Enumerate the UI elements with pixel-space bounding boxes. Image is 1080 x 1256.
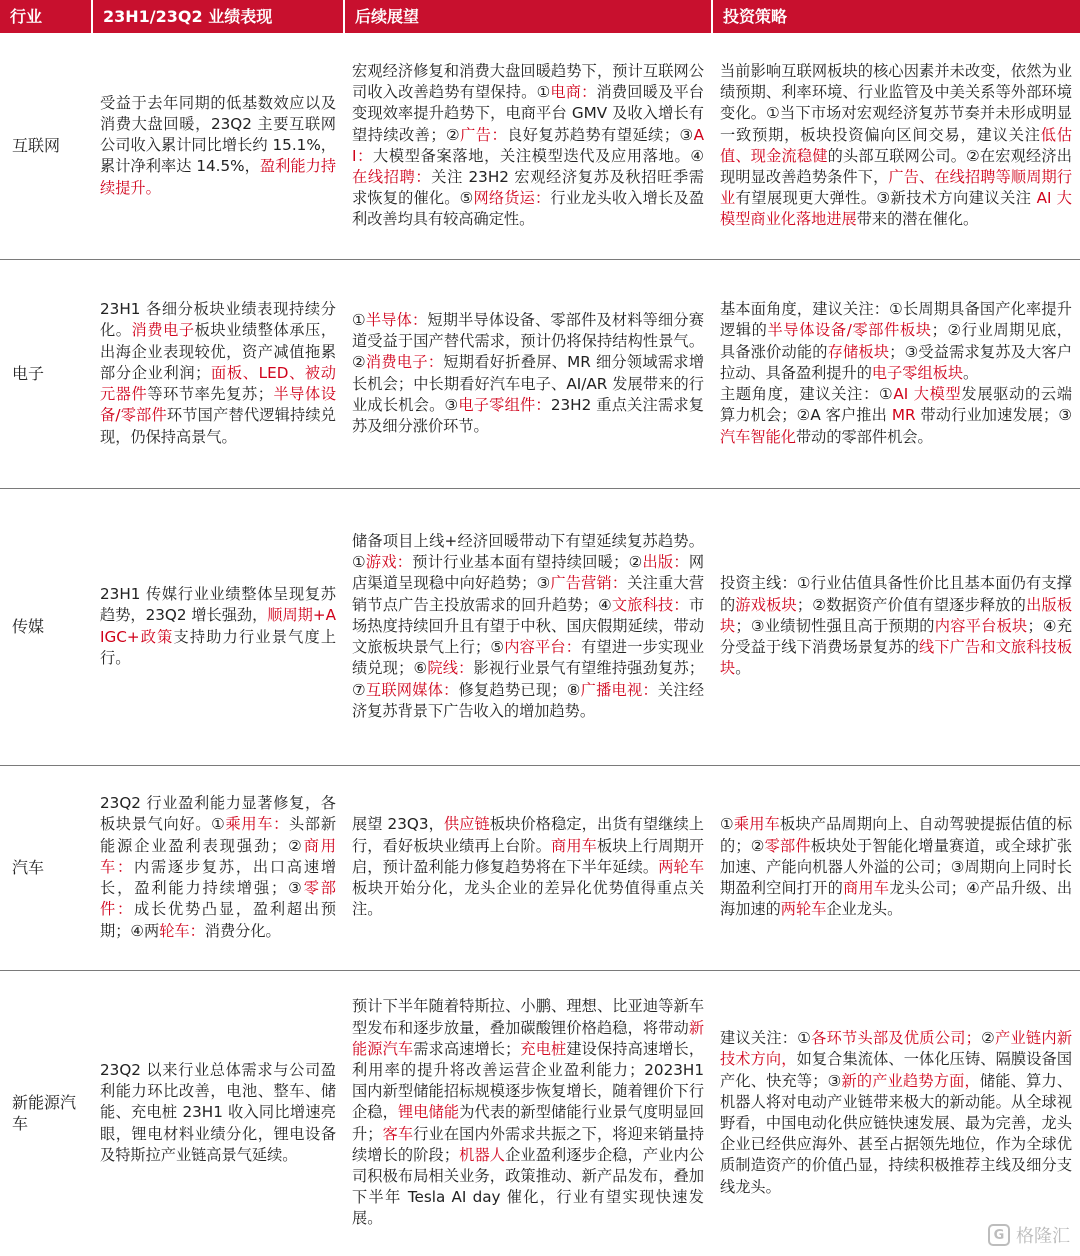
gelonghui-logo-icon: G (988, 1224, 1010, 1246)
highlight-text: AI 大模型商业化落地进展 (720, 189, 1072, 229)
text-segment: 短期看好折叠屏、MR 细分领域需求增长机会；中长期看好汽车电子、AI/AR 发展带来的行业成长机会。③ (352, 353, 705, 414)
text-segment: 内需逐步复苏，出口高速增长，盈利能力持续增强；③ (100, 857, 337, 898)
highlight-text: 互联网媒体： (365, 680, 459, 699)
row-nev (0, 970, 1080, 1256)
industry-cell: 汽车 (0, 765, 92, 970)
highlight-text: 电子零组件： (458, 395, 551, 414)
highlight-text: 汽车智能化 (720, 427, 796, 446)
text-segment: 储备项目上线+经济回暖带动下有望延续复苏趋势。① (352, 532, 704, 572)
highlight-text: 锂电储能 (397, 1103, 460, 1122)
text-segment: 23Q2 行业盈利能力显著修复，各板块景气向好。① (100, 794, 336, 834)
highlight-text: 低估值、现金流稳健 (720, 125, 1073, 165)
text-segment: 关注经济复苏背景下广告收入的增加趋势。 (352, 680, 705, 720)
text-segment: 建议关注：① (720, 1029, 812, 1048)
highlight-text: 半导体设备/零部件 (100, 385, 337, 425)
text-segment: 短期半导体设备、零部件及材料等细分赛道受益于国产替代需求，预计仍将保持结构性景气。② (352, 310, 705, 372)
highlight-text: AI 大模型 (893, 385, 962, 404)
highlight-text: 零部件 (764, 836, 811, 855)
highlight-text: 广告、在线招聘等顺周期行业 (720, 167, 1073, 208)
text-segment: 23H2 重点关注需求复苏及细分涨价环节。 (352, 395, 704, 435)
highlight-text: 各环节头部及优质公司； (811, 1029, 981, 1048)
strategy-cell (712, 765, 1080, 970)
highlight-text: 新能源汽车 (352, 1018, 704, 1058)
highlight-text: 零部件： (100, 879, 336, 919)
text-segment: ；③业绩韧性强且高于预期的 (735, 616, 935, 635)
text-segment: 。 (735, 659, 751, 678)
text-segment: 带动行业加速发展；③ (915, 406, 1072, 425)
text-segment: 宏观经济修复和消费大盘回暖趋势下，预计互联网公司收入改善趋势有望保持。① (352, 61, 704, 102)
strategy-cell (712, 970, 1080, 1256)
highlight-text: 文旅科技： (611, 595, 689, 614)
text-segment: ；②行业周期见底，具备涨价动能的 (720, 321, 1072, 361)
highlight-text: 充电桩 (520, 1039, 567, 1058)
highlight-text: 网络货运： (473, 189, 551, 208)
text-segment: ① (720, 815, 734, 834)
text-segment: 当前影响互联网板块的核心因素并未改变，依然为业绩预期、利率环境、行业监管及中美关系等外部环境变化。①当下市场对宏观经济复苏节奏并未形成明显一致预期，板块投资偏向区间交易，建议关注 (720, 61, 1072, 144)
text-segment: 行业在国内外需求共振之下，将迎来销量持续增长的阶段； (352, 1124, 705, 1164)
highlight-text: 供应链 (443, 815, 490, 834)
watermark-text: 格隆汇 (1016, 1226, 1070, 1247)
highlight-text: AI： (352, 125, 704, 165)
highlight-text: 存储板块 (827, 342, 890, 361)
text-segment: 23H1 各细分板块业绩表现持续分化。 (100, 300, 336, 340)
text-segment: 预计下半年随着特斯拉、小鹏、理想、比亚迪等新车型发布和逐步放量，叠加碳酸锂价格趋稳，将带动 (352, 997, 704, 1037)
highlight-text: 面板、LED、被动元器件 (100, 363, 336, 404)
highlight-text: 乘用车： (225, 815, 290, 834)
text-segment: 23H1 传媒行业业绩整体呈现复苏趋势，23Q2 增长强劲， (100, 585, 336, 625)
highlight-text: 广告： (460, 125, 508, 144)
text-segment: 受益于去年同期的低基数效应以及消费大盘回暖，23Q2 主要互联网公司收入累计同比增长约 15.1%，累计净利率达 14.5%， (100, 93, 336, 176)
highlight-text: 游戏板块 (735, 595, 797, 614)
highlight-text: 商用车 (843, 879, 890, 898)
outlook-cell (344, 765, 712, 970)
text-segment: ② (980, 1029, 996, 1048)
highlight-text: 消费电子 (131, 321, 195, 340)
text-segment: 大模型备案落地，关注模型迭代及应用落地。④ (373, 146, 704, 165)
text-segment: 板块上行周期开启，预计盈利能力修复趋势将在下半年延续。 (352, 836, 705, 876)
highlight-text: 广告营销： (550, 574, 628, 593)
outlook-cell (344, 33, 712, 259)
text-segment: 有望展现更大弹性。③新技术方向建议关注 (735, 189, 1037, 208)
text-segment: 消费回暖及平台变现效率提升趋势下，电商平台 GMV 及收入增长有望持续改善；② (352, 83, 705, 144)
text-segment: 发展驱动的云端算力机会；②A 客户推出 (720, 385, 1072, 425)
text-segment: 板块处于智能化增量赛道，或全球扩张加速、产能向机器人外溢的公司；③周期向上同时长期盈利空间打开的 (720, 836, 1073, 898)
text-segment: 带动的零部件机会。 (795, 427, 933, 446)
highlight-text: 机器人 (459, 1145, 506, 1164)
text-segment: 预计行业基本面有望持续回暖；② (412, 553, 643, 572)
performance-cell (92, 259, 344, 488)
text-segment: 展望 23Q3， (352, 815, 444, 834)
highlight-text: 消费电子： (365, 353, 444, 372)
industry-cell: 传媒 (0, 488, 92, 765)
highlight-text: 轮车： (159, 921, 205, 940)
row-media (0, 488, 1080, 765)
highlight-text: 两轮车 (780, 900, 827, 919)
text-segment: 板块价格稳定，出货有望继续上行，看好板块业绩再上台阶。 (352, 815, 704, 855)
highlight-text: 游戏： (365, 553, 413, 572)
text-segment: 如复合集流体、一体化压铸、隔膜设备国产化、快充等；③ (720, 1050, 1073, 1090)
text-segment: 行业龙头收入增长及盈利改善均具有较高确定性。 (352, 189, 705, 229)
text-segment: 网店渠道呈现稳中向好趋势；③ (352, 553, 705, 593)
text-segment: 基本面角度，建议关注：①长周期具备国产化率提升逻辑的 (720, 300, 1072, 340)
performance-cell (92, 765, 344, 970)
text-segment: 等环节率先复苏； (147, 385, 273, 404)
row-electronics (0, 259, 1080, 488)
text-segment: ；④充分受益于线下消费场景复苏的 (720, 616, 1073, 657)
text-segment: 的头部互联网公司。②在宏观经济出现明显改善趋势条件下， (720, 146, 1072, 186)
strategy-cell (712, 33, 1080, 259)
industry-cell: 电子 (0, 259, 92, 488)
row-auto (0, 765, 1080, 970)
highlight-text: 广播电视： (580, 680, 658, 699)
highlight-text: 在线招聘： (352, 167, 432, 186)
highlight-text: 新的产业趋势方面， (841, 1071, 980, 1090)
highlight-text: 电商： (550, 83, 597, 102)
text-segment: 消费分化。 (204, 921, 281, 940)
text-segment: 良好复苏趋势有望延续；③ (507, 125, 694, 144)
highlight-text: 顺周期+AIGC+政策 (100, 606, 336, 646)
text-segment: 支持助力行业景气度上行。 (100, 627, 337, 667)
text-segment: 关注重大营销节点广告主投放需求的回升趋势；④ (352, 574, 705, 614)
header-row (0, 0, 1080, 33)
highlight-text: 产业链内新技术方向， (720, 1029, 1073, 1069)
text-segment: 环节国产替代逻辑持续兑现，仍保持高景气。 (100, 406, 336, 446)
text-segment: 成长优势凸显，盈利超出预期；④两 (100, 900, 337, 940)
header-industry: 行业 (0, 0, 92, 33)
outlook-cell (344, 488, 712, 765)
text-segment: ；②数据资产价值有望逐步释放的 (796, 595, 1027, 614)
industry-cell: 新能源汽车 (0, 970, 92, 1256)
text-segment: ① (352, 310, 366, 329)
text-segment: 企业龙头。 (826, 900, 903, 919)
text-segment: 龙头公司；④产品升级、出海加速的 (720, 879, 1073, 919)
highlight-text: 院线： (427, 659, 474, 678)
highlight-text: 商用车 (551, 836, 597, 855)
performance-cell (92, 970, 344, 1256)
row-internet (0, 33, 1080, 259)
strategy-cell (712, 259, 1080, 488)
text-segment: 需求高速增长； (413, 1039, 521, 1058)
text-segment: 带来的潜在催化。 (856, 210, 979, 229)
performance-cell (92, 33, 344, 259)
text-segment: 23Q2 以来行业总体需求与公司盈利能力环比改善，电池、整车、储能、充电桩 23H1 收入同比增速亮眼，锂电材料业绩分化，锂电设备及特斯拉产业链高景气延续。 (100, 1060, 336, 1164)
outlook-cell (344, 970, 712, 1256)
highlight-text: 内容平台板块 (934, 616, 1028, 635)
text-segment: 储能、算力、机器人将对电动产业链带来极大的新动能。从全球视野看，中国电动化供应链快速发展、最为完善，龙头企业已经供应海外、甚至占据领先地位，作为全球优质制造资产的价值凸显，持续积极推荐主线及细分支线龙头。 (720, 1071, 1073, 1196)
text-segment: ；③受益需求复苏及大客户拉动、具备盈利提升的 (720, 342, 1073, 382)
text-segment: 为代表的新型储能行业景气度明显回升； (352, 1103, 705, 1143)
header-outlook: 后续展望 (344, 0, 712, 33)
highlight-text: 盈利能力持续提升。 (100, 157, 337, 197)
text-segment: 板块产品周期向上、自动驾驶提振估值的标的；② (720, 815, 1073, 855)
outlook-cell (344, 259, 712, 488)
text-segment: 主题角度，建议关注：① (720, 385, 894, 404)
text-segment: 修复趋势已现；⑧ (458, 680, 581, 699)
strategy-cell (712, 488, 1080, 765)
highlight-text: 乘用车 (733, 815, 780, 834)
highlight-text: 客车 (382, 1124, 414, 1143)
text-segment: 投资主线：①行业估值具备性价比且基本面仍有支撑的 (720, 574, 1072, 614)
highlight-text: 商用车： (100, 836, 336, 876)
performance-cell (92, 488, 344, 765)
text-segment: 企业盈利逐步企稳，产业内公司积极布局相关业务，政策推动、新产品发布，叠加下半年 Tesla AI day 催化，行业有望实现快速发展。 (352, 1145, 705, 1228)
text-segment: 市场热度持续回升且有望于中秋、国庆假期延续，带动文旅板块景气上行；⑤ (352, 595, 704, 657)
highlight-text: 出版： (642, 553, 689, 572)
text-segment: 有望进一步实现业绩兑现；⑥ (352, 638, 705, 678)
text-segment: 板块开始分化，龙头企业的差异化优势值得重点关注。 (352, 879, 704, 919)
text-segment: 影视行业景气有望维持强劲复苏；⑦ (352, 659, 705, 699)
highlight-text: 半导体： (365, 310, 428, 329)
text-segment: 建设保持高速增长，利用率的提升将改善运营企业盈利能力；2023H1 国内新型储能招标规模逐步恢复增长，随着锂价下行企稳， (352, 1039, 705, 1122)
watermark (988, 1222, 1070, 1248)
highlight-text: 线下广告和文旅科技板块 (720, 638, 1073, 678)
industry-cell: 互联网 (0, 33, 92, 259)
highlight-text: 电子零组板块 (871, 363, 963, 382)
header-strategy: 投资策略 (712, 0, 1080, 33)
text-segment: 板块业绩整体承压，出海企业表现较优，资产减值拖累部分企业利润； (100, 321, 337, 382)
highlight-text: 内容平台： (504, 638, 582, 657)
header-performance: 23H1/23Q2 业绩表现 (92, 0, 344, 33)
highlight-text: 两轮车 (658, 857, 705, 876)
highlight-text: 半导体设备/零部件板块 (767, 321, 932, 340)
text-segment: 。 (963, 363, 979, 382)
text-segment: 关注 23H2 宏观经济复苏及秋招旺季需求恢复的催化。⑤ (352, 167, 704, 208)
highlight-text: MR (891, 406, 916, 425)
text-segment: 头部新能源企业盈利表现强劲；② (100, 815, 337, 855)
highlight-text: 出版板块 (720, 595, 1073, 635)
